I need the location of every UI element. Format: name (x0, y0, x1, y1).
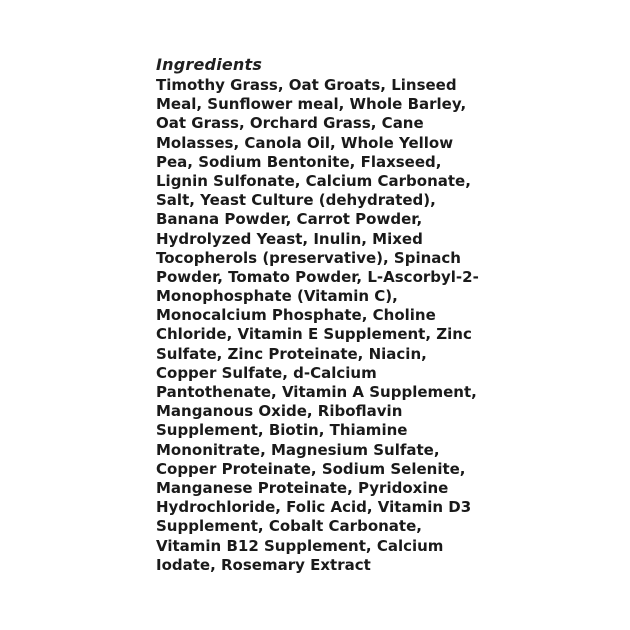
ingredients-line: Oat Grass, Orchard Grass, Cane (156, 114, 424, 133)
ingredients-line: Hydrolyzed Yeast, Inulin, Mixed (156, 229, 423, 248)
ingredients-line: Monocalcium Phosphate, Choline (156, 306, 436, 325)
ingredients-line: Tocopherols (preservative), Spinach (156, 248, 461, 267)
ingredients-line: Copper Proteinate, Sodium Selenite, (156, 459, 466, 478)
ingredients-line: Pea, Sodium Bentonite, Flaxseed, (156, 152, 442, 171)
ingredients-line: Banana Powder, Carrot Powder, (156, 210, 423, 229)
ingredients-line: Iodate, Rosemary Extract (156, 555, 371, 574)
ingredients-line: Molasses, Canola Oil, Whole Yellow (156, 133, 454, 152)
ingredients-line: Chloride, Vitamin E Supplement, Zinc (156, 325, 472, 344)
ingredients-line: Meal, Sunflower meal, Whole Barley, (156, 95, 467, 114)
ingredients-line: Lignin Sulfonate, Calcium Carbonate, (156, 171, 471, 190)
ingredients-line: Hydrochloride, Folic Acid, Vitamin D3 (156, 498, 472, 517)
ingredients-list (156, 76, 486, 575)
ingredients-line: Manganese Proteinate, Pyridoxine (156, 478, 449, 497)
ingredients-line: Sulfate, Zinc Proteinate, Niacin, (156, 344, 427, 363)
ingredients-line: Salt, Yeast Culture (dehydrated), (156, 191, 436, 210)
ingredients-line: Copper Sulfate, d-Calcium (156, 363, 377, 382)
ingredients-line: Powder, Tomato Powder, L-Ascorbyl-2- (156, 267, 479, 286)
ingredients-line: Monophosphate (Vitamin C), (156, 287, 398, 306)
ingredients-line: Mononitrate, Magnesium Sulfate, (156, 440, 440, 459)
ingredients-line: Manganous Oxide, Riboflavin (156, 402, 403, 421)
ingredients-line: Timothy Grass, Oat Groats, Linseed (156, 76, 457, 94)
ingredients-line: Pantothenate, Vitamin A Supplement, (156, 383, 477, 401)
ingredients-line: Supplement, Cobalt Carbonate, (156, 517, 422, 536)
ingredients-line: Supplement, Biotin, Thiamine (156, 421, 408, 440)
ingredients-heading: Ingredients (156, 55, 263, 74)
ingredients-line: Vitamin B12 Supplement, Calcium (156, 536, 444, 555)
